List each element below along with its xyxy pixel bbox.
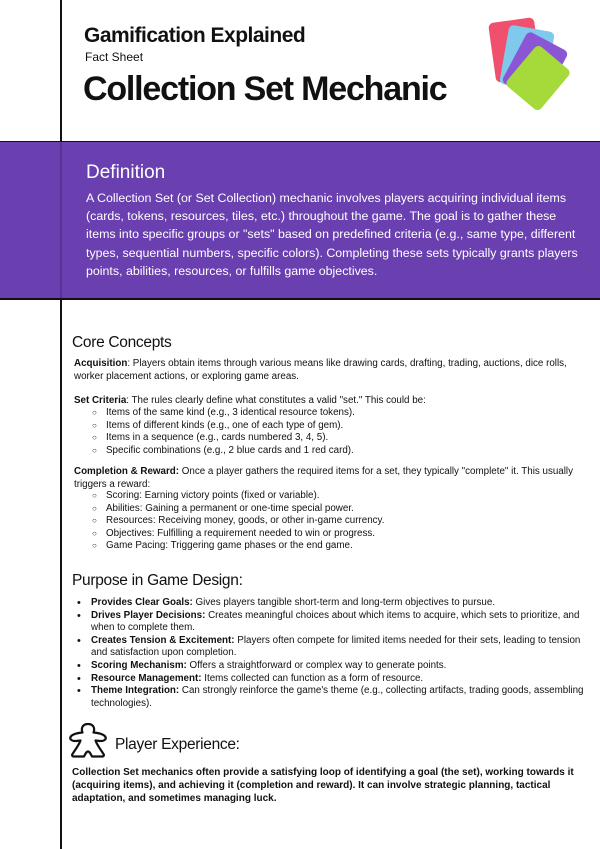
stacked-cards-icon	[478, 14, 578, 119]
list-item	[76, 660, 586, 673]
purpose-label: Provides Clear Goals:	[91, 597, 193, 608]
reward-list	[92, 490, 384, 553]
page-title: Collection Set Mechanic	[83, 70, 447, 108]
completion-paragraph	[74, 466, 584, 491]
set-criteria-paragraph	[74, 395, 584, 408]
completion-label: Completion & Reward:	[74, 466, 180, 477]
core-concepts-heading: Core Concepts	[72, 334, 172, 351]
left-rule-bottom	[60, 299, 62, 849]
left-rule-top	[60, 0, 62, 141]
purpose-label: Theme Integration:	[91, 685, 180, 697]
list-item: ○ Scoring: Earning victory points (fixed or variable).	[92, 490, 384, 503]
purpose-text: Can strongly reinforce the game's theme (e.g., collecting artifacts, trading goods, assembling technologies).	[91, 685, 584, 709]
set-criteria-list	[92, 407, 355, 457]
purpose-label: Resource Management:	[91, 672, 202, 684]
definition-divider	[0, 298, 600, 300]
purpose-label: Creates Tension & Excitement:	[91, 634, 235, 646]
purpose-label: Drives Player Decisions:	[91, 609, 206, 621]
list-item: ○ Specific combinations (e.g., 2 blue cards and 1 red card).	[92, 445, 355, 458]
list-item	[76, 673, 586, 686]
list-item: ○ Abilities: Gaining a permanent or one-time special power.	[92, 503, 384, 516]
acquisition-paragraph	[74, 358, 584, 383]
definition-text: A Collection Set (or Set Collection) mechanic involves players acquiring individual items (cards, tokens, resources, tiles, etc.) throughout the game. The goal is to gather these items into specific groups or "sets" based on predefined criteria (e.g., same type, different types, sequential numbers, specific colors). Completing these sets typically grants players points, abilities, resources, or fulfills game objectives.	[86, 191, 578, 278]
meeple-icon	[68, 722, 108, 758]
completion-text: Once a player gathers the required items for a set, they typically "complete" it. This usually triggers a reward:	[74, 466, 573, 490]
list-item: ○ Items of different kinds (e.g., one of each type of gem).	[92, 420, 355, 433]
definition-section	[0, 142, 600, 299]
list-item: ○ Resources: Receiving money, goods, or other in-game currency.	[92, 515, 384, 528]
list-item	[76, 610, 586, 635]
set-criteria-label: Set Criteria	[74, 395, 127, 406]
list-item	[76, 635, 586, 660]
list-item: ○ Game Pacing: Triggering game phases or the end game.	[92, 540, 384, 553]
player-experience-heading: Player Experience:	[115, 736, 240, 753]
list-item: ○ Items of the same kind (e.g., 3 identical resource tokens).	[92, 407, 355, 420]
left-rule-band	[60, 142, 62, 299]
definition-heading: Definition	[86, 162, 166, 183]
purpose-text: Gives players tangible short-term and long-term objectives to pursue.	[192, 597, 496, 608]
purpose-text: Creates meaningful choices about which items to acquire, which sets to prioritize, and when to complete them.	[91, 609, 580, 634]
purpose-text: Items collected can function as a form of resource.	[201, 672, 424, 684]
purpose-text: Offers a straightforward or complex way to generate points.	[186, 659, 447, 671]
acquisition-label: Acquisition	[74, 358, 128, 369]
doc-type-label: Fact Sheet	[85, 50, 144, 64]
acquisition-text: : Players obtain items through various means like drawing cards, drafting, trading, auctions, dice rolls, worker placement actions, or exploring game areas.	[74, 358, 567, 382]
purpose-label: Scoring Mechanism:	[91, 659, 187, 671]
purpose-list	[76, 597, 586, 710]
list-item	[76, 685, 586, 710]
list-item: ○ Items in a sequence (e.g., cards numbered 3, 4, 5).	[92, 432, 355, 445]
player-experience-text: Collection Set mechanics often provide a satisfying loop of identifying a goal (the set), working towards it (acquiring items), and achieving it (completion and reward). It can involve strategic planning, tactical adaptation, and sometimes managing luck.	[72, 767, 574, 804]
list-item: ○ Objectives: Fulfilling a requirement needed to win or progress.	[92, 528, 384, 541]
purpose-heading: Purpose in Game Design:	[72, 572, 243, 589]
purpose-text: Players often compete for limited items needed for their sets, leading to tension and satisfaction upon completion.	[91, 634, 581, 659]
list-item	[76, 597, 586, 610]
series-title: Gamification Explained	[84, 24, 306, 47]
set-criteria-text: : The rules clearly define what constitutes a valid "set." This could be:	[126, 395, 426, 406]
